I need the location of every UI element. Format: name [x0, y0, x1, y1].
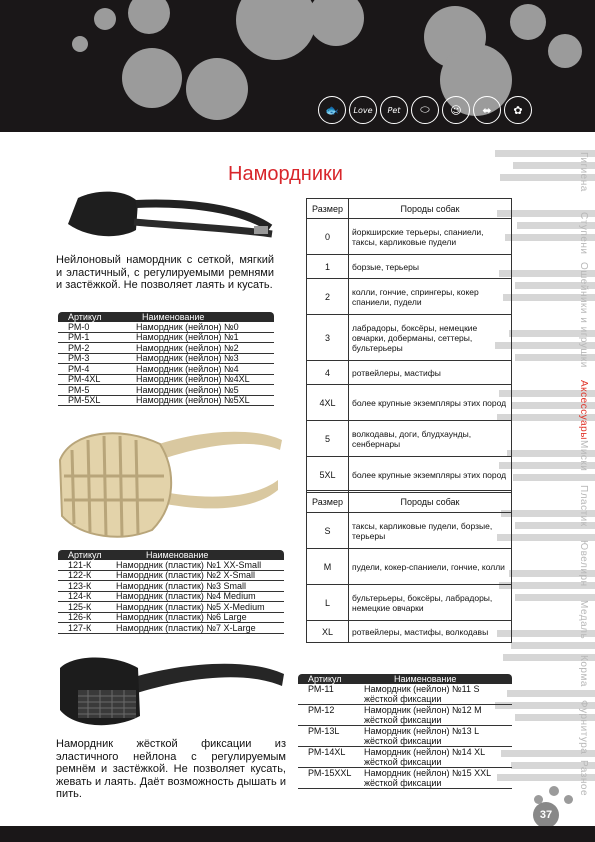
table-row: 126-К Намордник (пластик) №6 Large: [58, 613, 284, 624]
table-row: 3 лабрадоры, боксёры, немецкие овчарки, доберманы, сеттеры, бультерьеры: [307, 315, 512, 361]
side-tab-bowls[interactable]: Миски: [578, 440, 589, 472]
table-row: S таксы, карликовые пудели, борзые, терьеры: [307, 513, 512, 549]
table-row: 4 ротвейлеры, мастифы: [307, 361, 512, 385]
table-row: 125-К Намордник (пластик) №5 X-Medium: [58, 602, 284, 613]
table-row: 4XL более крупные экземпляры этих пород: [307, 385, 512, 421]
table-row: РМ-5XL Намордник (нейлон) №5XL: [58, 396, 274, 407]
table-row: 0 йоркширские терьеры, спаниели, таксы, карликовые пудели: [307, 219, 512, 255]
category-icon-row: [318, 96, 532, 124]
table-header: [58, 550, 284, 560]
paw-decoration: [186, 58, 248, 120]
paw-decoration: [72, 36, 88, 52]
table-row: 123-К Намордник (пластик) №3 Small: [58, 581, 284, 592]
paw-decoration: [308, 0, 364, 46]
page-title: Намордники: [228, 163, 343, 185]
paw-decoration: [122, 48, 182, 108]
love-icon: Love: [349, 96, 377, 124]
table-row: РМ-4XL Намордник (нейлон) №4XL: [58, 375, 274, 386]
table-row: XL ротвейлеры, мастифы, волкодавы: [307, 621, 512, 643]
table-row: 124-К Намордник (пластик) №4 Medium: [58, 592, 284, 603]
side-tab-jewelry[interactable]: Ювелирн: [578, 540, 589, 587]
table-row: РМ-15XXL Намордник (нейлон) №15 XXL жёсткой фиксации: [298, 768, 512, 789]
size-table-plastic: [306, 490, 512, 643]
side-tab-steps[interactable]: Ступени: [578, 212, 589, 255]
paw-decoration: [549, 786, 559, 796]
table-row: РМ-13L Намордник (нейлон) №13 L жёсткой фиксации: [298, 726, 512, 747]
table-row: РМ-3 Намордник (нейлон) №3: [58, 354, 274, 365]
side-tab-food[interactable]: Корма: [578, 655, 589, 687]
table-row: РМ-5 Намордник (нейлон) №5: [58, 385, 274, 396]
table-row: РМ-12 Намордник (нейлон) №12 M жёсткой фиксации: [298, 705, 512, 726]
col-breeds: Породы собак: [349, 491, 512, 513]
side-tab-medals[interactable]: Медаль: [578, 600, 589, 640]
table-row: 127-К Намордник (пластик) №7 X-Large: [58, 623, 284, 634]
plastic-muzzle-table: [58, 550, 284, 634]
table-row: 1 борзые, терьеры: [307, 255, 512, 279]
table-row: РМ-14XL Намордник (нейлон) №14 XL жёсткой фиксации: [298, 747, 512, 768]
table-row: 121-К Намордник (пластик) №1 XX-Small: [58, 560, 284, 571]
side-tab-misc[interactable]: Разное: [578, 760, 589, 797]
side-tab-fittings[interactable]: Фурнитура: [578, 700, 589, 755]
paw-decoration: [236, 0, 316, 60]
plastic-muzzle-image: [52, 420, 284, 542]
size-table-nylon: [306, 198, 512, 493]
header-band: [0, 0, 595, 132]
col-article: Артикул: [68, 550, 102, 560]
page-number: 37: [533, 802, 559, 828]
table-row: РМ-2 Намордник (нейлон) №2: [58, 343, 274, 354]
pet-icon: Pet: [380, 96, 408, 124]
side-tab-plastic[interactable]: Пластик: [578, 485, 589, 527]
cat-icon: ☺: [442, 96, 470, 124]
col-size: Размер: [307, 199, 349, 219]
table-row: M пудели, кокер-спаниели, гончие, колли: [307, 549, 512, 585]
col-size: Размер: [307, 491, 349, 513]
footer-band: [0, 826, 595, 842]
col-name: Наименование: [394, 674, 457, 684]
table-row: РМ-11 Намордник (нейлон) №11 S жёсткой фиксации: [298, 684, 512, 705]
table-row: 2 колли, гончие, спрингеры, кокер спаниели, пудели: [307, 279, 512, 315]
fixation-muzzle-table: [298, 674, 512, 789]
side-tab-hygiene[interactable]: Гигиена: [578, 152, 589, 192]
nylon-muzzle-table: [58, 312, 274, 406]
table-header: [58, 312, 274, 322]
paw-decoration: [94, 8, 116, 30]
bone-icon: ⬭: [411, 96, 439, 124]
nylon-muzzle-description: Нейлоновый намордник с сеткой, мягкий и эластичный, с регулируемыми ремнями и застёжкой. Не позволяет лаять и кусать.: [56, 254, 274, 291]
leaf-icon: ✿: [504, 96, 532, 124]
paw-decoration: [128, 0, 170, 34]
col-breeds: Породы собак: [349, 199, 512, 219]
fixation-muzzle-image: [54, 650, 286, 730]
table-header: [307, 491, 512, 513]
table-row: 5XL более крупные экземпляры этих пород: [307, 457, 512, 493]
side-tab-collars-toys[interactable]: Ошейники и игрушки: [578, 262, 589, 368]
paw-decoration: [564, 795, 573, 804]
nylon-muzzle-image: [58, 188, 278, 248]
table-row: 5 волкодавы, доги, блудхаунды, сенбернары: [307, 421, 512, 457]
table-row: РМ-0 Намордник (нейлон) №0: [58, 322, 274, 333]
carrot-icon: ⬌: [473, 96, 501, 124]
table-header: [307, 199, 512, 219]
col-name: Наименование: [146, 550, 209, 560]
fixation-muzzle-description: Намордник жёсткой фиксации из эластичного нейлона с регулируемым ремнём и застёжкой. Не позволяет кусать, жевать и лаять. Даёт возможность дышать и пить.: [56, 738, 286, 800]
table-row: L бультерьеры, боксёры, лабрадоры, немецкие овчарки: [307, 585, 512, 621]
paw-decoration: [510, 4, 546, 40]
side-tab-accessories[interactable]: Аксессуары: [578, 380, 589, 440]
col-name: Наименование: [142, 312, 205, 322]
col-article: Артикул: [308, 674, 342, 684]
table-row: РМ-1 Намордник (нейлон) №1: [58, 333, 274, 344]
table-row: 122-К Намордник (пластик) №2 X-Small: [58, 571, 284, 582]
table-header: [298, 674, 512, 684]
paw-decoration: [548, 34, 582, 68]
fish-icon: 🐟: [318, 96, 346, 124]
col-article: Артикул: [68, 312, 102, 322]
table-row: РМ-4 Намордник (нейлон) №4: [58, 364, 274, 375]
